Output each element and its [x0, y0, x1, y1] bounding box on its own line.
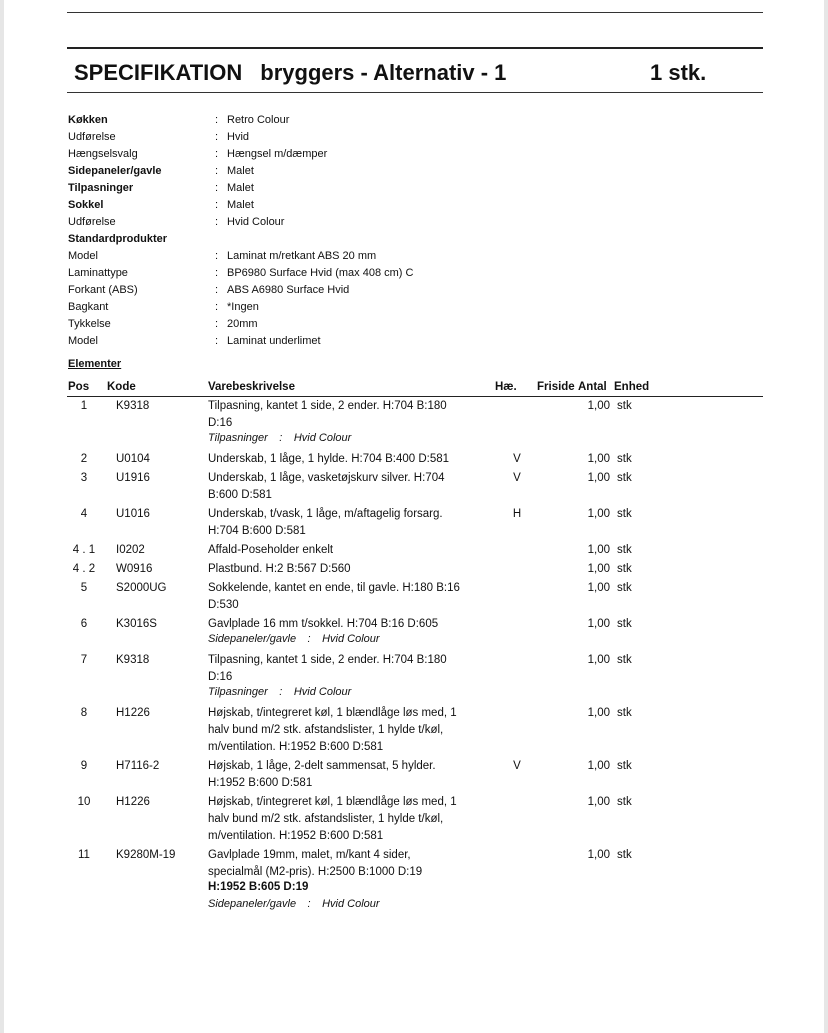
property-value: Laminat m/retkant ABS 20 mm: [227, 250, 377, 262]
property-colon: :: [215, 318, 219, 330]
table-row: [0, 758, 828, 792]
row-pos: 11: [78, 849, 90, 861]
row-pos: 10: [77, 796, 91, 808]
property-label: Bagkant: [68, 301, 109, 313]
page-title: [74, 60, 506, 86]
property-row: [68, 335, 768, 352]
property-value: Malet: [227, 199, 254, 211]
row-kode: H7116-2: [116, 760, 160, 772]
title-quantity: 1 stk.: [650, 60, 707, 85]
sub-value: Hvid Colour: [293, 686, 352, 698]
row-desc-line: halv bund m/2 stk. afstandslister, 1 hylde t/køl,: [208, 813, 444, 825]
row-enhed: stk: [617, 563, 632, 575]
property-label: Tykkelse: [68, 318, 111, 330]
row-antal: 1,00: [587, 654, 610, 666]
row-kode: S2000UG: [116, 582, 167, 594]
row-desc-line: B:600 D:581: [208, 489, 272, 501]
row-kode: K9318: [116, 654, 150, 666]
sub-label: Sidepaneler/gavle: [208, 633, 297, 645]
col-header-antal: Antal: [578, 381, 607, 393]
col-header-friside: Friside: [537, 381, 575, 393]
row-kode: W0916: [116, 563, 153, 575]
row-desc-line: Højskab, t/integreret køl, 1 blændlåge løs med, 1: [208, 796, 457, 808]
row-enhed: stk: [617, 796, 632, 808]
col-header-desc: Varebeskrivelse: [208, 381, 295, 393]
row-desc-line: H:704 B:600 D:581: [208, 525, 306, 537]
row-antal: 1,00: [587, 618, 610, 630]
property-row: [68, 301, 768, 318]
property-label: Laminattype: [68, 267, 128, 279]
property-row: [68, 148, 768, 165]
row-enhed: stk: [617, 508, 632, 520]
row-antal: 1,00: [587, 400, 610, 412]
row-enhed: stk: [617, 707, 632, 719]
table-row: [0, 470, 828, 504]
property-colon: :: [215, 335, 219, 347]
row-kode: U0104: [116, 453, 150, 465]
table-row: [0, 561, 828, 578]
row-pos: 4 . 2: [72, 563, 96, 575]
col-header-enhed: Enhed: [614, 381, 650, 393]
title-bottom-rule: [67, 92, 763, 93]
row-sub-note: [208, 432, 351, 444]
row-kode: H1226: [116, 707, 150, 719]
property-label: Tilpasninger: [68, 182, 134, 194]
property-label: Forkant (ABS): [68, 284, 138, 296]
row-pos: 4: [80, 508, 88, 520]
property-label: Køkken: [68, 114, 108, 126]
property-row: [68, 250, 768, 267]
row-antal: 1,00: [587, 508, 610, 520]
row-enhed: stk: [617, 760, 632, 772]
col-header-kode: Kode: [107, 381, 136, 393]
row-desc-line: Gavlplade 19mm, malet, m/kant 4 sider,: [208, 849, 411, 861]
section-title: Elementer: [68, 358, 122, 370]
row-kode: K9280M-19: [116, 849, 176, 861]
property-row: [68, 233, 768, 250]
row-pos: 1: [80, 400, 88, 412]
property-colon: :: [215, 131, 219, 143]
property-value: Hvid Colour: [227, 216, 285, 228]
row-sub-note: [208, 898, 380, 910]
row-enhed: stk: [617, 654, 632, 666]
property-value: Hvid: [227, 131, 250, 143]
row-kode: I0202: [116, 544, 145, 556]
property-row: [68, 182, 768, 199]
row-antal: 1,00: [587, 796, 610, 808]
title-top-rule: [67, 47, 763, 49]
row-enhed: stk: [617, 544, 632, 556]
property-colon: :: [215, 301, 219, 313]
property-label: Hængselsvalg: [68, 148, 138, 160]
property-label: Udførelse: [68, 131, 116, 143]
property-value: ABS A6980 Surface Hvid: [227, 284, 350, 296]
row-desc-line: Underskab, 1 låge, 1 hylde. H:704 B:400 D:581: [208, 453, 450, 465]
sub-colon: :: [279, 432, 283, 444]
sub-label: Sidepaneler/gavle: [208, 898, 297, 910]
property-colon: :: [215, 267, 219, 279]
table-row: [0, 705, 828, 756]
row-kode: K9318: [116, 400, 150, 412]
sub-value: Hvid Colour: [293, 432, 352, 444]
row-pos: 9: [80, 760, 88, 772]
row-pos: 4 . 1: [72, 544, 96, 556]
row-desc-line: Sokkelende, kantet en ende, til gavle. H:180 B:16: [208, 582, 460, 594]
property-colon: :: [215, 250, 219, 262]
title-main: SPECIFIKATION: [74, 60, 243, 85]
property-row: [68, 284, 768, 301]
table-row: [0, 652, 828, 703]
property-label: Model: [68, 335, 98, 347]
row-hae: V: [513, 453, 521, 465]
row-antal: 1,00: [587, 849, 610, 861]
row-antal: 1,00: [587, 563, 610, 575]
row-desc-line: Affald-Poseholder enkelt: [208, 544, 334, 556]
top-rule: [67, 12, 763, 13]
row-desc-line: Gavlplade 16 mm t/sokkel. H:704 B:16 D:605: [208, 618, 439, 630]
property-row: [68, 216, 768, 233]
property-value: 20mm: [227, 318, 258, 330]
table-row: [0, 847, 828, 915]
property-colon: :: [215, 148, 219, 160]
property-label: Udførelse: [68, 216, 116, 228]
row-desc-line: Tilpasning, kantet 1 side, 2 ender. H:704 B:180: [208, 654, 447, 666]
property-label: Model: [68, 250, 98, 262]
property-colon: :: [215, 216, 219, 228]
sub-colon: :: [307, 633, 311, 645]
row-desc-line: Tilpasning, kantet 1 side, 2 ender. H:704 B:180: [208, 400, 447, 412]
property-colon: :: [215, 284, 219, 296]
row-enhed: stk: [617, 453, 632, 465]
row-kode: U1016: [116, 508, 150, 520]
row-desc-line: Underskab, 1 låge, vasketøjskurv silver. H:704: [208, 472, 445, 484]
table-row: [0, 398, 828, 449]
table-row: [0, 580, 828, 614]
sub-label: Tilpasninger: [208, 432, 268, 444]
property-row: [68, 199, 768, 216]
sub-label: Tilpasninger: [208, 686, 268, 698]
sub-colon: :: [279, 686, 283, 698]
property-value: BP6980 Surface Hvid (max 408 cm) C: [227, 267, 414, 279]
row-desc-line: Plastbund. H:2 B:567 D:560: [208, 563, 351, 575]
property-colon: :: [215, 165, 219, 177]
row-enhed: stk: [617, 472, 632, 484]
row-antal: 1,00: [587, 472, 610, 484]
row-pos: 2: [80, 453, 88, 465]
row-pos: 5: [80, 582, 88, 594]
row-bold-dimensions: H:1952 B:605 D:19: [208, 881, 309, 893]
col-header-pos: Pos: [68, 381, 90, 393]
row-kode: H1226: [116, 796, 150, 808]
row-desc-line: D:530: [208, 599, 239, 611]
table-row: [0, 506, 828, 540]
row-enhed: stk: [617, 400, 632, 412]
property-value: *Ingen: [227, 301, 259, 313]
row-kode: U1916: [116, 472, 150, 484]
property-row: [68, 165, 768, 182]
property-colon: :: [215, 114, 219, 126]
row-enhed: stk: [617, 582, 632, 594]
property-value: Laminat underlimet: [227, 335, 321, 347]
row-pos: 7: [80, 654, 88, 666]
row-antal: 1,00: [587, 453, 610, 465]
property-value: Malet: [227, 165, 254, 177]
row-sub-note: [208, 633, 380, 645]
row-hae: V: [513, 472, 521, 484]
row-antal: 1,00: [587, 760, 610, 772]
row-desc-line: D:16: [208, 671, 233, 683]
row-desc-line: H:1952 B:600 D:581: [208, 777, 313, 789]
header-rule: [67, 396, 763, 397]
table-row: [0, 542, 828, 559]
row-desc-line: Underskab, t/vask, 1 låge, m/aftagelig forsarg.: [208, 508, 443, 520]
property-list: [68, 114, 768, 352]
row-hae: V: [513, 760, 521, 772]
row-sub-note: [208, 686, 351, 698]
row-antal: 1,00: [587, 582, 610, 594]
row-desc-line: specialmål (M2-pris). H:2500 B:1000 D:19: [208, 866, 423, 878]
row-antal: 1,00: [587, 707, 610, 719]
table-row: [0, 616, 828, 650]
row-desc-line: D:16: [208, 417, 233, 429]
property-value: Malet: [227, 182, 254, 194]
property-row: [68, 114, 768, 131]
row-enhed: stk: [617, 618, 632, 630]
sub-value: Hvid Colour: [322, 898, 380, 910]
row-pos: 8: [80, 707, 88, 719]
property-label: Sidepaneler/gavle: [68, 165, 162, 177]
row-pos: 6: [80, 618, 88, 630]
row-antal: 1,00: [587, 544, 610, 556]
row-kode: K3016S: [116, 618, 157, 630]
property-colon: :: [215, 199, 219, 211]
property-row: [68, 131, 768, 148]
table-row: [0, 451, 828, 468]
row-hae: H: [512, 508, 522, 520]
row-desc-line: m/ventilation. H:1952 B:600 D:581: [208, 830, 384, 842]
property-colon: :: [215, 182, 219, 194]
property-value: Retro Colour: [227, 114, 290, 126]
property-label: Sokkel: [68, 199, 104, 211]
table-row: [0, 794, 828, 845]
sub-value: Hvid Colour: [322, 633, 380, 645]
property-row: [68, 267, 768, 284]
property-row: [68, 318, 768, 335]
col-header-hae: Hæ.: [495, 381, 517, 393]
row-pos: 3: [80, 472, 88, 484]
row-desc-line: m/ventilation. H:1952 B:600 D:581: [208, 741, 384, 753]
sub-colon: :: [307, 898, 311, 910]
row-desc-line: Højskab, 1 låge, 2-delt sammensat, 5 hylder.: [208, 760, 436, 772]
title-sub: bryggers - Alternativ - 1: [260, 60, 507, 85]
row-enhed: stk: [617, 849, 632, 861]
row-desc-line: Højskab, t/integreret køl, 1 blændlåge løs med, 1: [208, 707, 457, 719]
property-value: Hængsel m/dæmper: [227, 148, 328, 160]
row-desc-line: halv bund m/2 stk. afstandslister, 1 hylde t/køl,: [208, 724, 444, 736]
property-label: Standardprodukter: [68, 233, 168, 245]
